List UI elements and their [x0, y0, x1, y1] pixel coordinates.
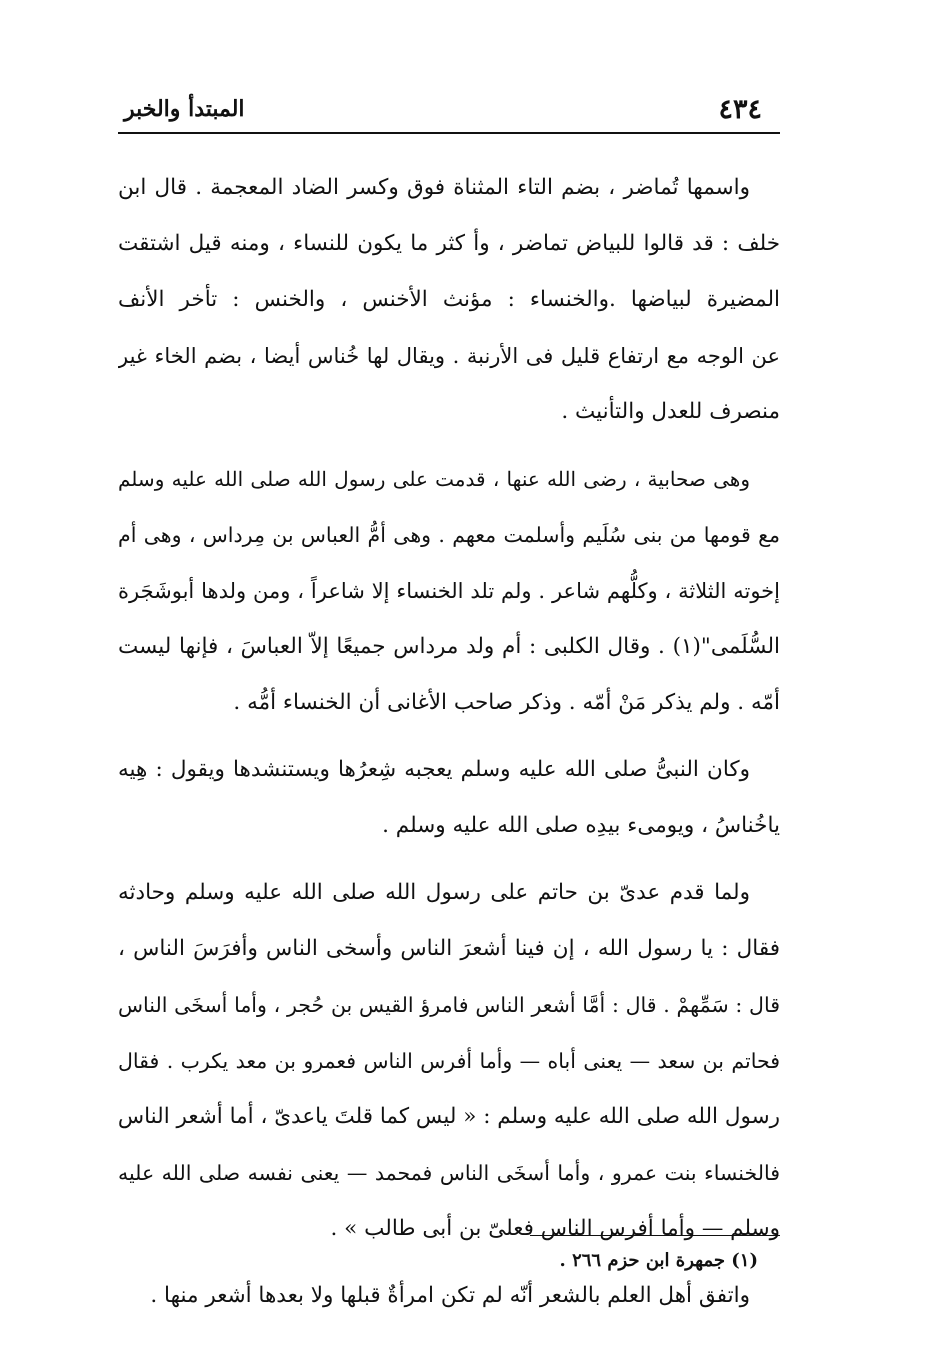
body-text: [118, 160, 780, 1335]
page-number: ٤٣٤: [718, 94, 762, 125]
paragraph-3: [118, 742, 780, 854]
header-rule: [118, 132, 780, 134]
footnote-rule: [530, 1235, 780, 1236]
text-line: ولما قدم عدىّ بن حاتم على رسول الله صلى الله عليه وسلم وحادثه: [118, 880, 750, 905]
paragraph-5: [118, 1268, 780, 1324]
text-line: رسول الله صلى الله عليه وسلم : « ليس كما قلتَ ياعدىّ ، أما أشعر الناس: [118, 1104, 780, 1129]
text-line: وهى صحابية ، رضى الله عنها ، قدمت على رسول الله صلى الله عليه وسلم: [118, 467, 750, 491]
text-line: فقال : يا رسول الله ، إن فينا أشعرَ الناس وأسخى الناس وأفرَسَ الناس ،: [118, 936, 780, 961]
text-line: السُّلَمى"(١) . وقال الكلبى : أم ولد مرداس جميعًا إلاّ العباسَ ، فإنها ليست: [118, 634, 780, 659]
text-line: أمّه . ولم يذكر مَنْ أمّه . وذكر صاحب الأغانى أن الخنساء أمُّه .: [233, 690, 780, 715]
text-line: ياخُناسُ ، ويومىء بيدِه صلى الله عليه وسلم .: [382, 813, 780, 838]
text-line: فحاتم بن سعد — يعنى أباه — وأما أفرس الناس فعمرو بن معد يكرب . فقال: [118, 1049, 780, 1073]
paragraph-2: [118, 451, 780, 731]
footnote: (١) جمهرة ابن حزم ٢٦٦ .: [559, 1250, 758, 1271]
text-line: خلف : قد قالوا للبياض تماضر ، وأ كثر ما يكون للنساء ، ومنه قيل اشتقت: [118, 231, 780, 256]
text-line: قال : سَمِّهمْ . قال : أمَّا أشعر الناس فامرؤ القيس بن حُجر ، وأما أسخَى الناس: [118, 993, 780, 1017]
text-line: واتفق أهل العلم بالشعر أنّه لم تكن امرأةٌ قبلها ولا بعدها أشعر منها .: [150, 1283, 750, 1308]
text-line: المضيرة لبياضها .والخنساء : مؤنث الأخنس ، والخنس : تأخر الأنف: [118, 287, 780, 312]
text-line: فالخنساء بنت عمرو ، وأما أسخَى الناس فمحمد — يعنى نفسه صلى الله عليه: [118, 1161, 780, 1185]
text-line: منصرف للعدل والتأنيث .: [561, 399, 780, 424]
text-line: وكان النبىُّ صلى الله عليه وسلم يعجبه شِعرُها ويستنشدها ويقول : هِيه: [118, 757, 750, 782]
text-line: وسلم — وأما أفرس الناس فعلىّ بن أبى طالب » .: [330, 1216, 780, 1241]
text-line: إخوته الثلاثة ، وكلُّهم شاعر . ولم تلد الخنساء إلا شاعراً ، ومن ولدها أبوشَجَرة: [118, 579, 780, 603]
paragraph-4: [118, 865, 780, 1257]
running-title: المبتدأ والخبر: [124, 96, 245, 122]
text-line: واسمها تُماضر ، بضم التاء المثناة فوق وكسر الضاد المعجمة . قال ابن: [118, 175, 750, 200]
text-line: عن الوجه مع ارتفاع قليل فى الأرنبة . ويقال لها خُناس أيضا ، بضم الخاء غير: [118, 344, 780, 368]
page-header: [118, 90, 780, 134]
paragraph-1: [118, 160, 780, 440]
text-line: مع قومها من بنى سُلَيم وأسلمت معهم . وهى أمُّ العباس بن مِرداس ، وهى أم: [118, 523, 780, 547]
